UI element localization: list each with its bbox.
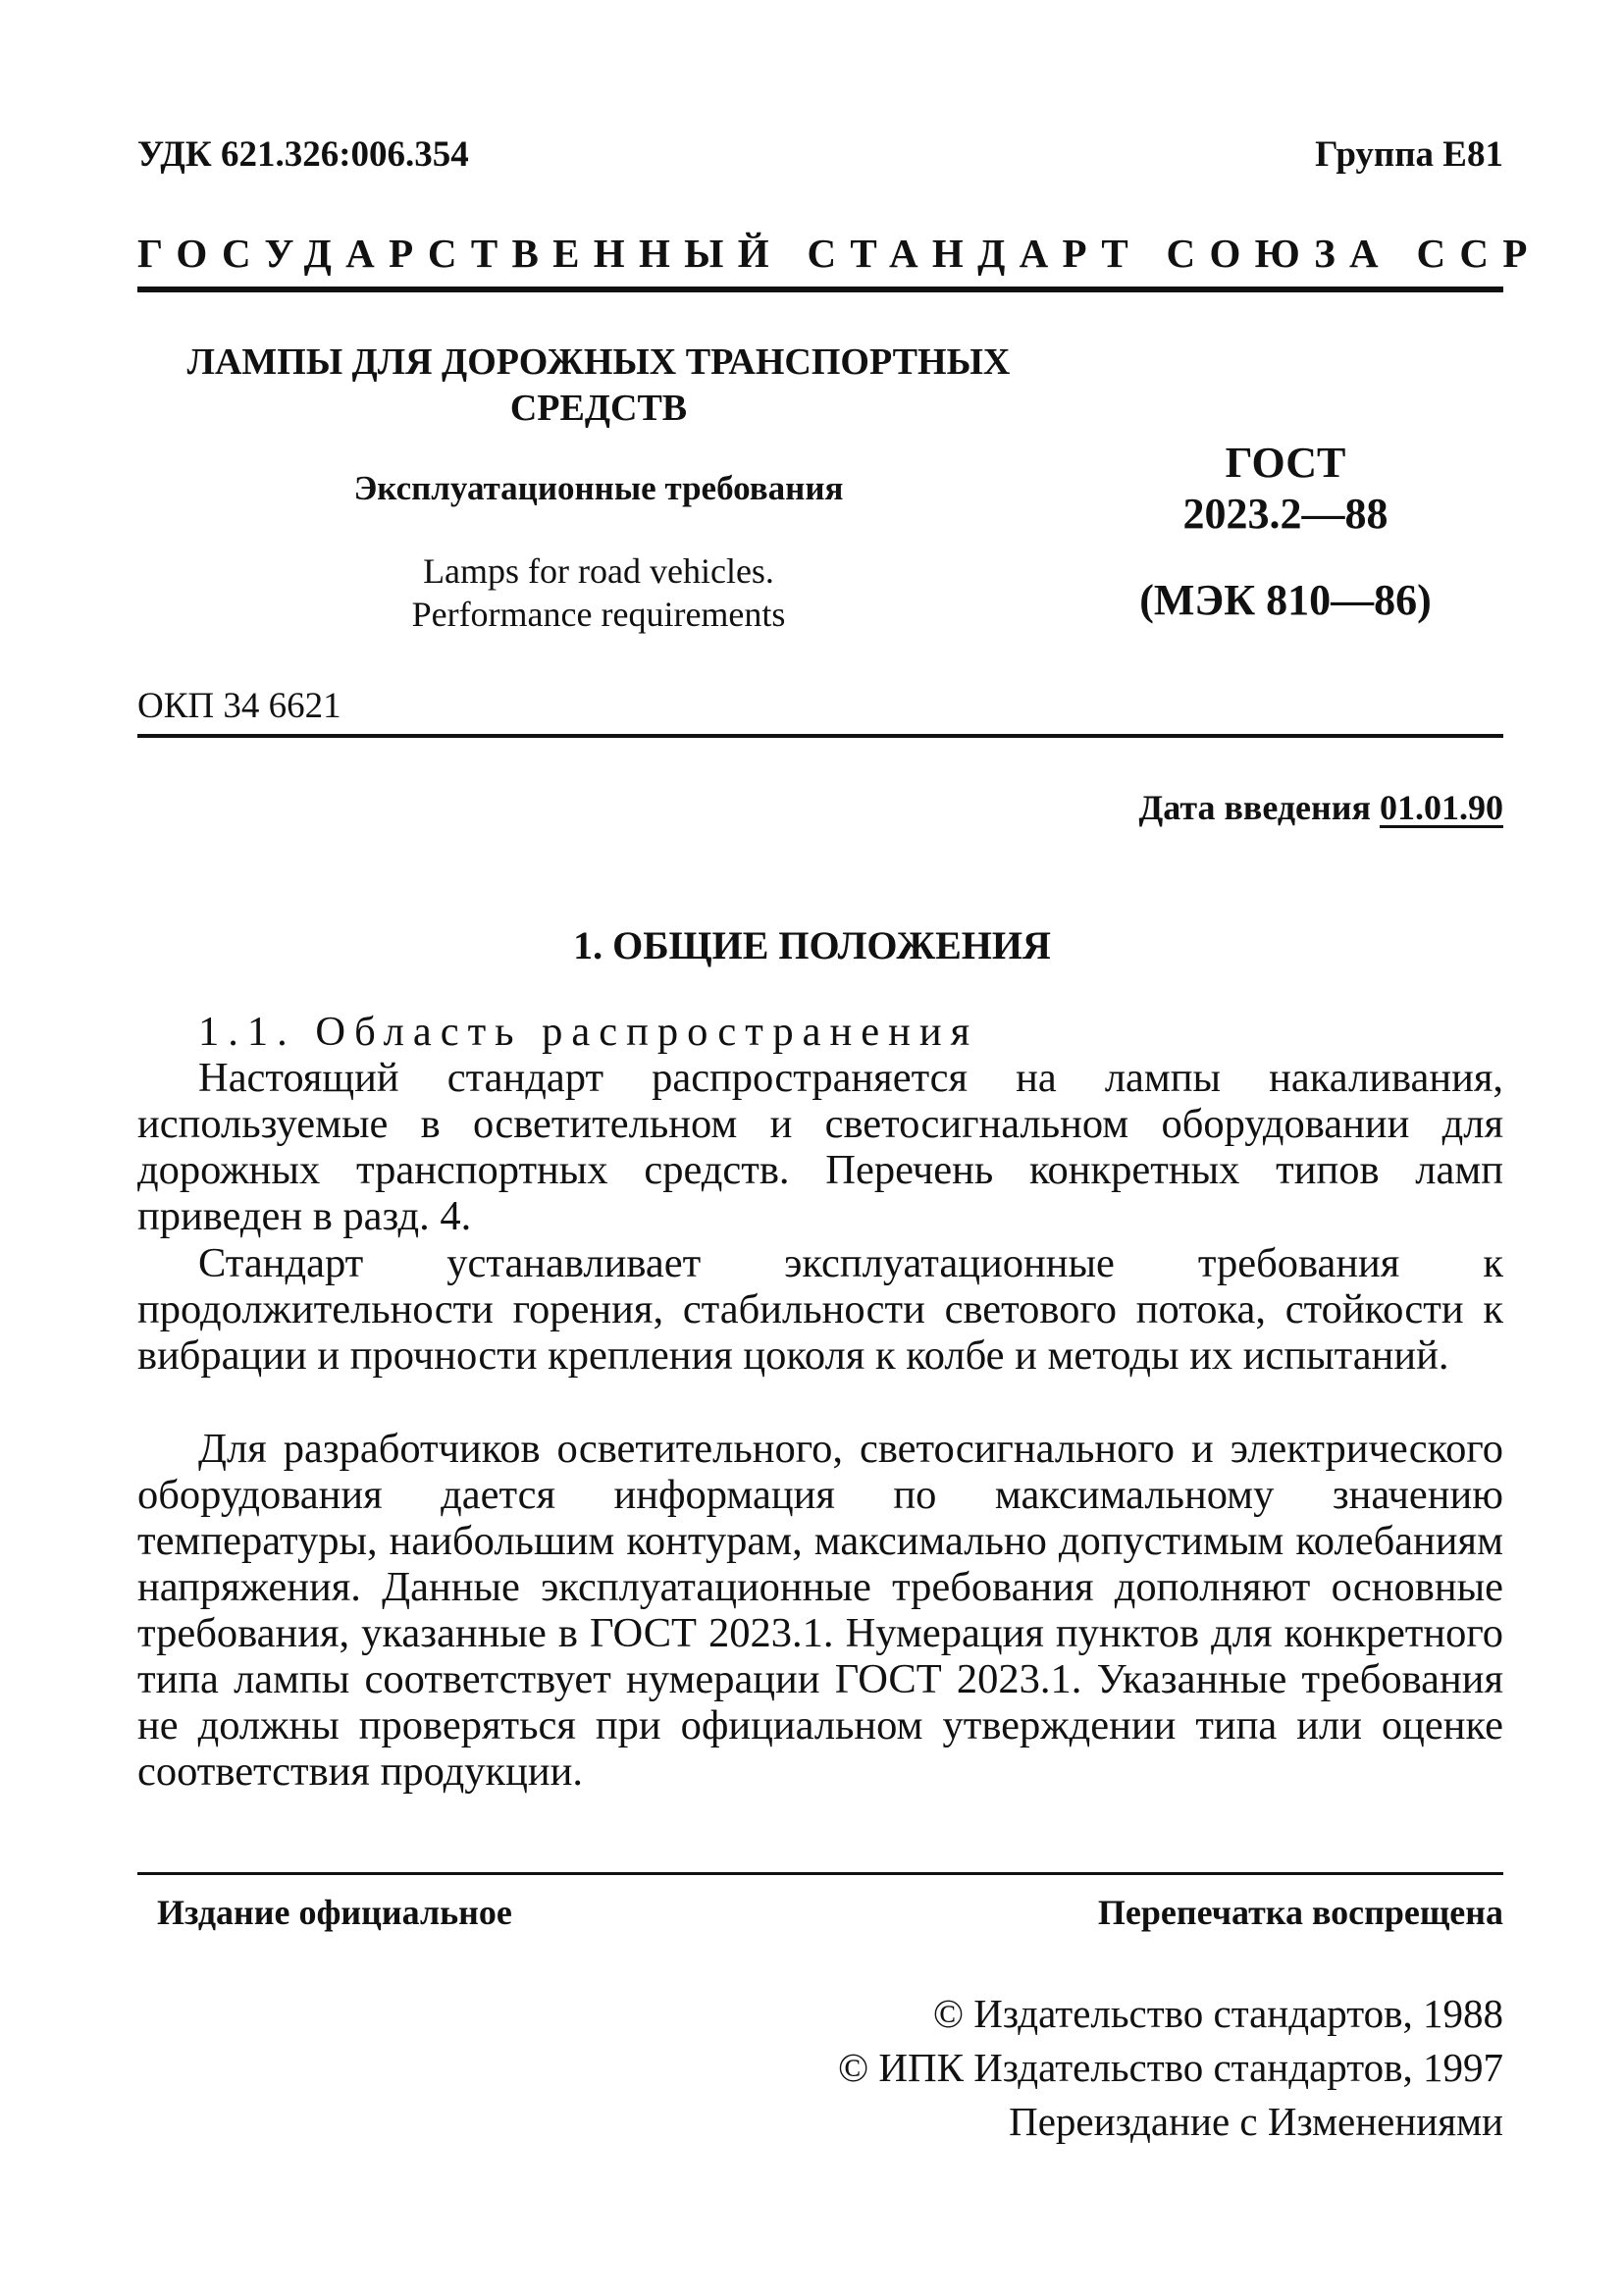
group-code: Группа Е81 — [1315, 134, 1503, 175]
official-edition-label: Издание официальное — [157, 1893, 512, 1932]
reissue-note: Переиздание с Изменениями — [1009, 2099, 1503, 2144]
section-heading: 1. ОБЩИЕ ПОЛОЖЕНИЯ — [573, 923, 1051, 967]
gost-designation — [1119, 438, 1452, 540]
gost-label: ГОСТ — [1225, 439, 1346, 487]
state-standard-heading: ГОСУДАРСТВЕННЫЙ СТАНДАРТ СОЮЗА ССР — [137, 231, 1542, 276]
copyright-1997: © ИПК Издательство стандартов, 1997 — [837, 2045, 1503, 2090]
footer-rule — [137, 1872, 1503, 1875]
paragraph-developers-info: Для разработчиков осветительного, светосигнального и электрического оборудования дается информация по максимальному значению температуры, наибольшим контурам, максимально допустимым колебаниям напряжения. Данные эксплуатационные требования дополняют основные требования, указанные в ГОСТ 2023.1. Нумерация пунктов для конкретного типа лампы соответствует нумерации ГОСТ 2023.1. Указанные требования не должны проверяться при официальном утверждении типа или оценке соответствия продукции. — [137, 1426, 1503, 1795]
iec-reference: (МЭК 810—86) — [1139, 576, 1432, 624]
english-title-line-1: Lamps for road vehicles. — [423, 551, 774, 591]
paragraph-requirements: Стандарт устанавливает эксплуатационные требования к продолжительности горения, стабильности светового потока, стойкости к вибрации и прочности крепления цоколя к колбе и методы их испытаний. — [137, 1240, 1503, 1379]
title-block-rule — [137, 734, 1503, 738]
udk-code: УДК 621.326:006.354 — [137, 134, 469, 175]
introduction-date — [1139, 787, 1504, 828]
title-line-1: ЛАМПЫ ДЛЯ ДОРОЖНЫХ ТРАНСПОРТНЫХ — [186, 341, 1011, 383]
subsection-heading: 1.1. Область распространения — [198, 1009, 979, 1055]
paragraph-scope: Настоящий стандарт распространяется на лампы накаливания, используемые в осветительном и светосигнальном оборудовании для дорожных транспортных средств. Перечень конкретных типов ламп приведен в разд. 4. — [137, 1055, 1503, 1239]
english-title-line-2: Performance requirements — [411, 595, 786, 634]
copyright-1988: © Издательство стандартов, 1988 — [932, 1991, 1503, 2036]
english-title — [147, 549, 1050, 636]
date-label: Дата введения — [1138, 788, 1371, 827]
okp-code: ОКП 34 6621 — [137, 686, 341, 726]
date-value: 01.01.90 — [1380, 788, 1503, 827]
document-title — [147, 339, 1050, 432]
reprint-prohibited-label: Перепечатка воспрещена — [1097, 1893, 1503, 1932]
document-subtitle: Эксплуатационные требования — [353, 469, 844, 507]
title-line-2: СРЕДСТВ — [509, 388, 688, 429]
gost-number: 2023.2—88 — [1182, 490, 1388, 538]
header-rule — [137, 287, 1503, 292]
